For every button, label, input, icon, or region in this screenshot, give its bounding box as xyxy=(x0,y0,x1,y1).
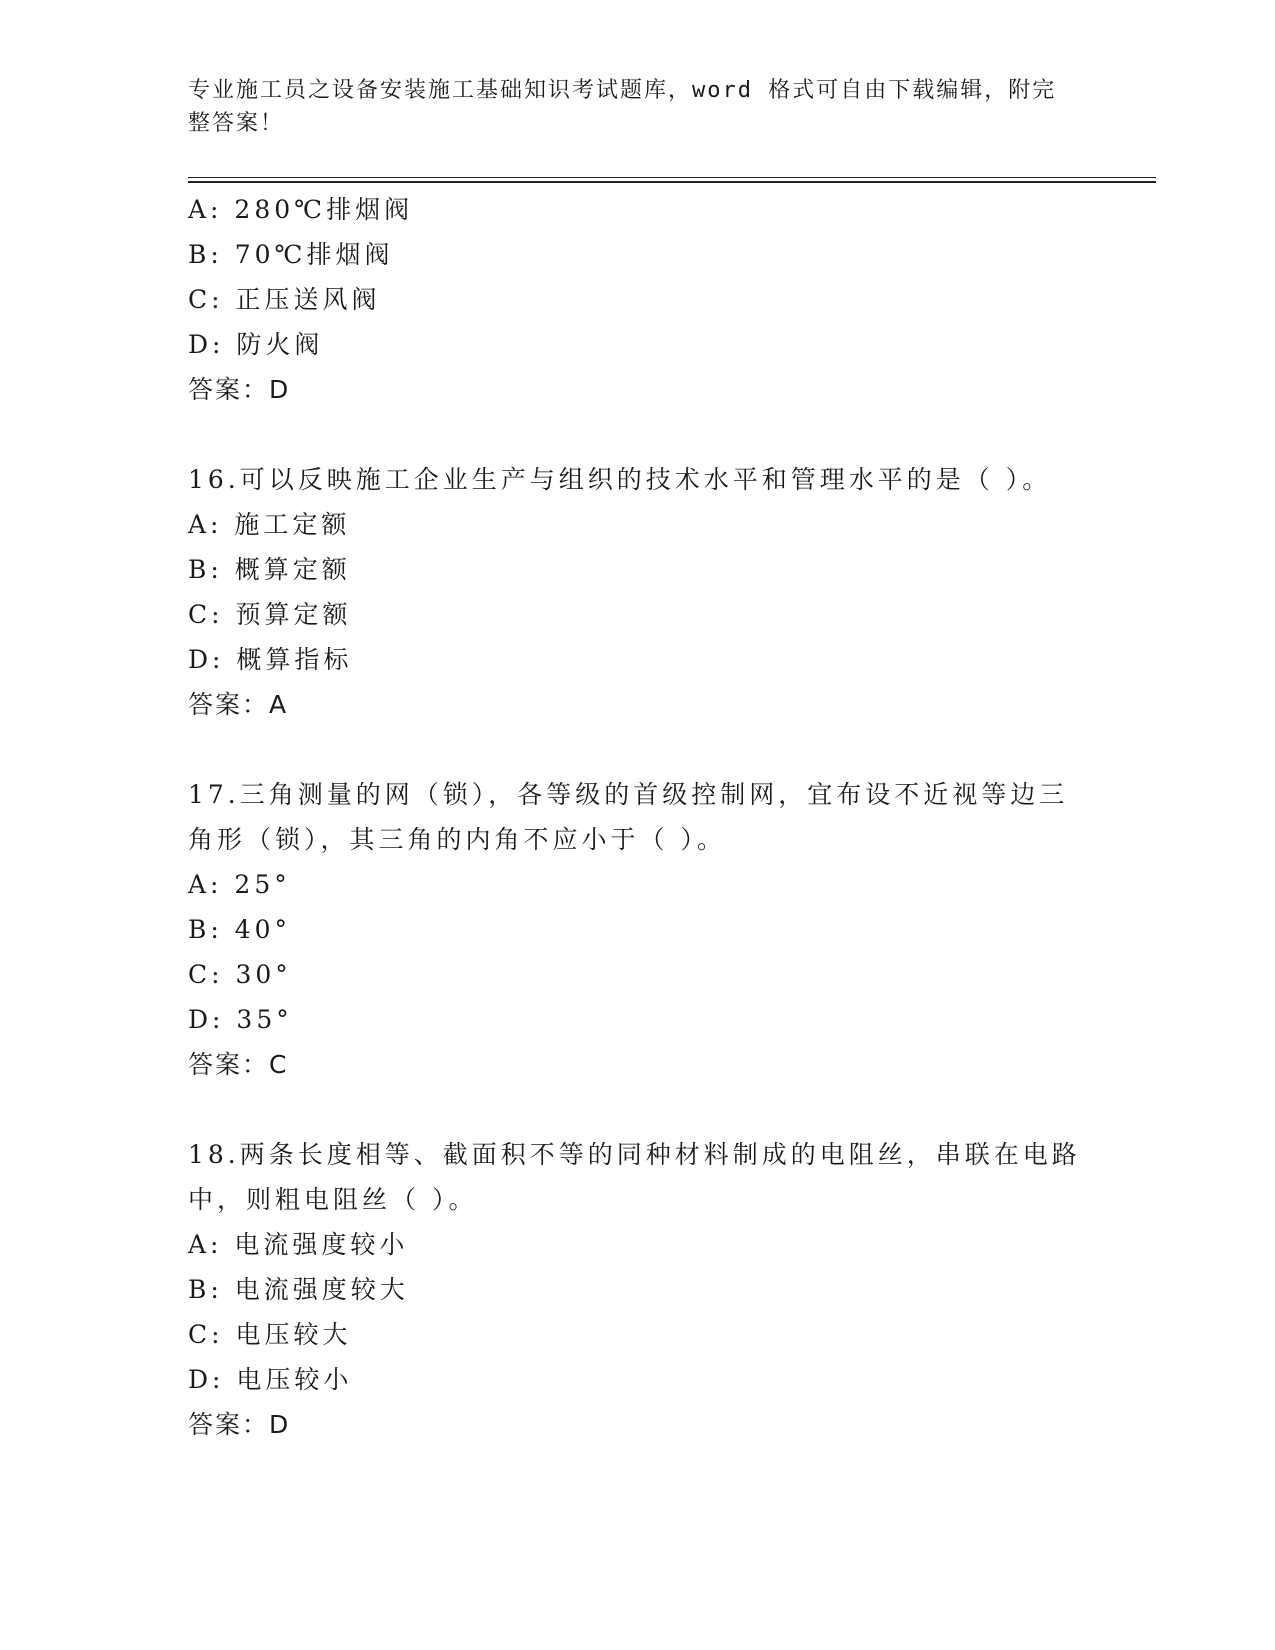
q15-option-c: C: 正压送风阀 xyxy=(188,285,381,314)
header-line-2: 整答案！ xyxy=(188,111,285,136)
document-header xyxy=(188,74,1068,140)
q17-stem-line-1: 17.三角测量的网（锁），各等级的首级控制网，宜布设不近视等边三 xyxy=(188,780,1069,809)
q16-option-c: C: 预算定额 xyxy=(188,600,352,629)
header-rule-thin xyxy=(188,177,1156,178)
q17-stem-line-2: 角形（锁），其三角的内角不应小于（ ）。 xyxy=(188,825,726,854)
q16-answer: 答案：A xyxy=(188,690,289,719)
q16-option-b: B: 概算定额 xyxy=(188,555,351,584)
q18-stem-line-2: 中，则粗电阻丝（ ）。 xyxy=(188,1185,478,1214)
q15-answer: 答案：D xyxy=(188,375,291,404)
q15-option-b: B: 70℃排烟阀 xyxy=(188,240,394,269)
q16-option-d: D: 概算指标 xyxy=(188,645,353,674)
q17-option-b: B: 40° xyxy=(188,915,292,944)
q18-option-a: A: 电流强度较小 xyxy=(188,1230,409,1259)
q18-option-d: D: 电压较小 xyxy=(188,1365,353,1394)
q18-option-b: B: 电流强度较大 xyxy=(188,1275,409,1304)
q17-option-a: A: 25° xyxy=(188,870,291,899)
q18-answer: 答案：D xyxy=(188,1410,291,1439)
q17-option-c: C: 30° xyxy=(188,960,292,989)
q18-option-c: C: 电压较大 xyxy=(188,1320,352,1349)
q17-option-d: D: 35° xyxy=(188,1005,293,1034)
q16-option-a: A: 施工定额 xyxy=(188,510,351,539)
q15-option-a: A: 280℃排烟阀 xyxy=(188,195,414,224)
q17-answer: 答案：C xyxy=(188,1050,289,1079)
header-rule-thick xyxy=(188,181,1156,183)
q15-option-d: D: 防火阀 xyxy=(188,330,324,359)
header-line-1: 专业施工员之设备安装施工基础知识考试题库，word 格式可自由下载编辑，附完 xyxy=(188,78,1057,103)
q18-stem-line-1: 18.两条长度相等、截面积不等的同种材料制成的电阻丝，串联在电路 xyxy=(188,1140,1081,1169)
q16-stem: 16.可以反映施工企业生产与组织的技术水平和管理水平的是（ ）。 xyxy=(188,465,1052,494)
